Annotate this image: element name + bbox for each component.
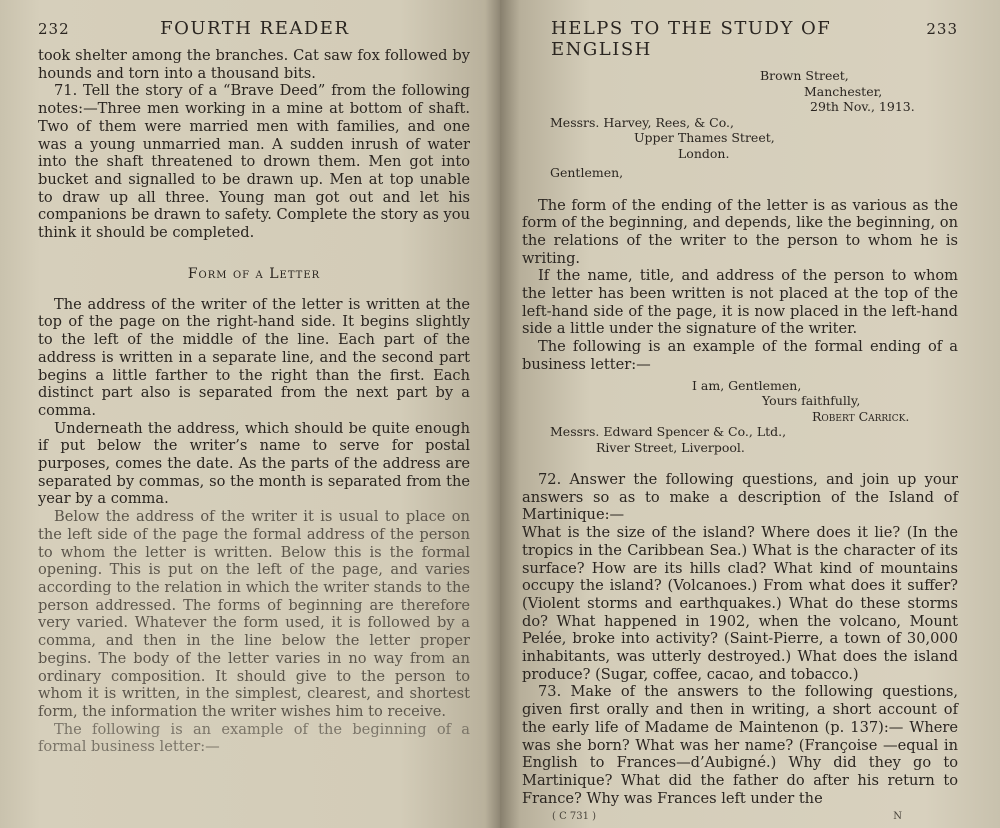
right-page-number: 233 (926, 20, 958, 38)
exercise-71: 71. Tell the story of a “Brave Deed” from the following notes:—Three men working in a mine at bottom of shaft. Two of them were married men with families, and one was a young unmarried man. A sudden inrush of water into the shaft threatened to drown them. Men got into bucket and signalled to be drawn up. Men at top unable to draw up all three. Young man got out and let his companions be drawn to safety. Complete the story as you think it should be completed. (38, 82, 470, 242)
salutation: Gentlemen, (550, 165, 624, 180)
closing-address-2: River Street, Liverpool. (596, 439, 745, 455)
ending-para-3: The following is an example of the formal ending of a business letter:— (522, 338, 958, 373)
letter-para-3: Below the address of the writer it is usual to place on the left side of the page the formal address of the person to whom the letter is written. Below this is the formal opening. This is put on the left of the page, and varies according to the relation in which the writer stands to the person addressed. The forms of beginning are therefore very varied. Whatever the form used, it is followed by a comma, and then in the line below the letter proper begins. The body of the letter varies in no way from an ordinary composition. It should give to the person to whom it is written, in the simplest, clearest, and shortest form, the information the writer wishes him to receive. (38, 508, 470, 720)
left-page-title: FOURTH READER (160, 18, 350, 39)
recipient-address (522, 115, 958, 181)
exercise-72-intro: 72. Answer the following questions, and join up your answers so as to make a description of the Island of Martinique:— (522, 471, 958, 524)
sender-city: Manchester, (804, 83, 883, 99)
continuation-text: took shelter among the branches. Cat saw fox followed by hounds and torn into a thousand bits. (38, 47, 470, 82)
section-heading: Form of a Letter (187, 265, 321, 282)
right-page (500, 0, 1000, 828)
exercise-73: 73. Make of the answers to the following questions, given first orally and then in writing, a short account of the early life of Madame de Maintenon (p. 137):— Where was she born? What was her name? (Françoise —equal in English to Frances—d’Aubigné.) Why did they go to Martinique? What did the father do after his return to France? Why was Frances left under the (522, 683, 958, 807)
left-page-number: 232 (38, 20, 70, 38)
recipient-street: Upper Thames Street, (634, 130, 775, 145)
footer-letter: N (893, 811, 902, 823)
left-running-head (38, 18, 470, 39)
closing-line-1: I am, Gentlemen, (692, 377, 802, 393)
signature: Robert Carrick. (812, 408, 910, 424)
recipient-city: London. (678, 145, 730, 161)
recipient-name: Messrs. Harvey, Rees, & Co., (550, 114, 734, 130)
letter-para-4: The following is an example of the beginning of a formal business letter:— (38, 720, 470, 756)
closing-line-2: Yours faithfully, (762, 393, 861, 409)
sender-street: Brown Street, (760, 68, 849, 83)
closing-address-1: Messrs. Edward Spencer & Co., Ltd., (550, 424, 787, 440)
ending-para-2: If the name, title, and address of the person to whom the letter has been written is not placed at the top of the left-hand side of the page, it is now placed in the left-hand side a little under the signature of the writer. (522, 267, 958, 338)
letter-date: 29th Nov., 1913. (810, 99, 915, 114)
page-footer (522, 811, 958, 822)
sender-address (522, 68, 958, 115)
letter-para-2: Underneath the address, which should be quite enough if put below the writer’s name to serve for postal purposes, comes the date. As the parts of the address are separated by commas, so the month is separated from the year by a comma. (38, 419, 470, 508)
letter-para-1: The address of the writer of the letter is written at the top of the page on the right-hand side. It begins slightly to the left of the middle of the line. Each part of the address is written in a separate line, and the second part begins a little farther to the right than the first. Each distinct part also is separated from the next part by a comma. (38, 295, 470, 419)
right-running-head (522, 18, 958, 60)
exercise-72-questions: What is the size of the island? Where does it lie? (In the tropics in the Caribbean Sea.) What is the character of its surface? How are its hills clad? What kind of mountains occupy the island? (Volcanoes.) From what does it suffer? (Violent storms and earthquakes.) What do these storms do? What happened in 1902, when the volcano, Mount Pelée, broke into activity? (Saint-Pierre, a town of 30,000 inhabitants, was utterly destroyed.) What does the island produce? (Sugar, coffee, cacao, and tobacco.) (522, 524, 958, 683)
ending-para-1: The form of the ending of the letter is as various as the form of the beginning, and depends, like the beginning, on the relations of the writer to the person to whom he is writing. (522, 196, 958, 267)
footer-signature-mark: ( C 731 ) (552, 811, 597, 823)
right-page-title: HELPS TO THE STUDY OF ENGLISH (551, 18, 832, 60)
closing-block (522, 378, 958, 456)
